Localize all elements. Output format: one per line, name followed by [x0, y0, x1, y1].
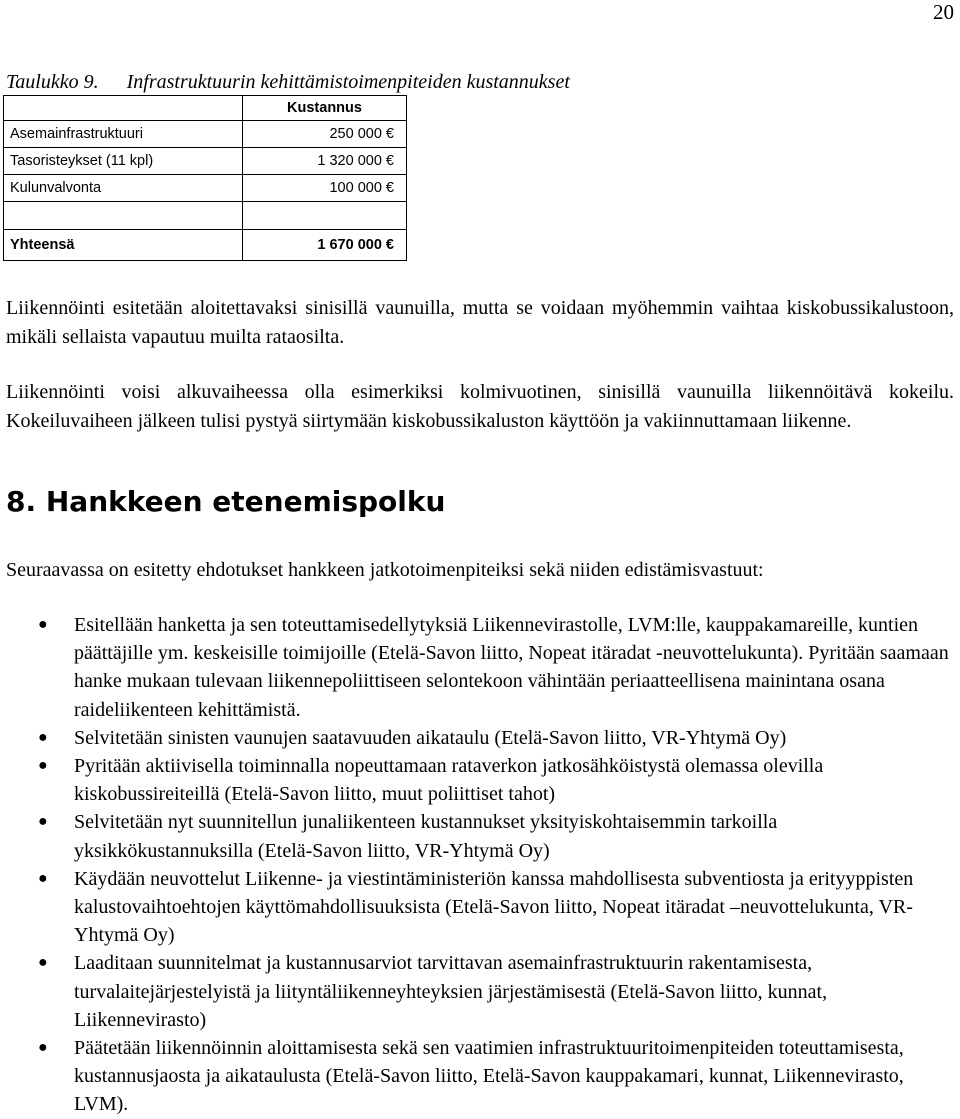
table-row	[4, 121, 407, 148]
row-label: Kulunvalvonta	[4, 175, 243, 202]
list-item	[0, 949, 954, 1034]
table-total-row	[4, 230, 407, 261]
row-label: Asemainfrastruktuuri	[4, 121, 243, 148]
list-item-text: Päätetään liikennöinnin aloittamisesta sekä sen vaatimien infrastruktuuritoimenpiteiden toteuttamisesta, kustannusjaosta ja aikataulusta (Etelä-Savon liitto, Etelä-Savon kauppakamari, kunnat, Liikennevirasto, LVM).	[74, 1037, 904, 1116]
list-item	[0, 865, 954, 950]
bullet-icon: ●	[38, 869, 48, 887]
section-intro: Seuraavassa on esitetty ehdotukset hankkeen jatkotoimenpiteiksi sekä niiden edistämisvastuut:	[6, 559, 764, 581]
table-caption-label: Taulukko 9.	[6, 71, 99, 93]
list-item-text: Laaditaan suunnitelmat ja kustannusarviot tarvittavan asemainfrastruktuurin rakentamisesta, turvalaitejärjestelyistä ja liityntäliikenneyhteyksien järjestämisestä (Etelä-Savon liitto, kunnat, Liikennevirasto)	[74, 952, 828, 1031]
list-item-text: Pyritään aktiivisella toiminnalla nopeuttamaan rataverkon jatkosähköistystä olemassa olevilla kiskobussireiteillä (Etelä-Savon liitto, muut poliittiset tahot)	[74, 755, 824, 806]
bullet-icon: ●	[38, 813, 48, 831]
table-row	[4, 148, 407, 175]
section-heading: 8. Hankkeen etenemispolku	[6, 485, 446, 518]
list-item-text: Käydään neuvottelut Liikenne- ja viestintäministeriön kanssa mahdollisesta subventiosta ja erityyppisten kalustovaihtoehtojen käyttömahdollisuuksista (Etelä-Savon liitto, Nopeat itäradat –neuvottelukunta, VR-Yhtymä Oy)	[74, 867, 914, 947]
table-caption-title: Infrastruktuurin kehittämistoimenpiteiden kustannukset	[126, 71, 570, 93]
table-caption	[6, 70, 570, 94]
bullet-icon: ●	[38, 757, 48, 775]
paragraph-trial-period: Liikennöinti voisi alkuvaiheessa olla esimerkiksi kolmivuotinen, sinisillä vaunuilla liikennöitävä kokeilu. Kokeiluvaiheen jälkeen tulisi pystyä siirtymään kiskobussikaluston käyttöön ja vakiinnuttamaan liikenne.	[6, 381, 954, 432]
row-value: 250 000 €	[243, 121, 407, 148]
bullet-icon: ●	[38, 954, 48, 972]
row-value: 100 000 €	[243, 175, 407, 202]
page-number: 20	[933, 0, 954, 24]
list-item	[0, 752, 954, 808]
table-empty-row	[4, 202, 407, 230]
list-item	[0, 808, 954, 864]
table-header-row	[4, 96, 407, 121]
list-item	[0, 1034, 954, 1119]
empty-cell	[243, 202, 407, 230]
empty-cell	[4, 202, 243, 230]
row-label: Tasoristeykset (11 kpl)	[4, 148, 243, 175]
cost-table	[3, 95, 407, 261]
list-item	[0, 724, 954, 752]
list-item-text: Selvitetään nyt suunnitellun junaliikenteen kustannukset yksityiskohtaisemmin tarkoilla yksikkökustannuksilla (Etelä-Savon liitto, VR-Yhtymä Oy)	[74, 811, 778, 862]
bullet-icon: ●	[38, 616, 48, 633]
total-label: Yhteensä	[4, 230, 243, 261]
list-item	[0, 611, 954, 724]
table-row	[4, 175, 407, 202]
paragraph-operation-start: Liikennöinti esitetään aloitettavaksi sinisillä vaunuilla, mutta se voidaan myöhemmin vaihtaa kiskobussikalustoon, mikäli sellaista vapautuu muilta rataosilta.	[6, 297, 954, 348]
bullet-icon: ●	[38, 1039, 48, 1057]
bullet-icon: ●	[38, 728, 48, 746]
total-value: 1 670 000 €	[243, 230, 407, 261]
row-value: 1 320 000 €	[243, 148, 407, 175]
action-list	[0, 611, 954, 1119]
list-item-text: Esitellään hanketta ja sen toteuttamisedellytyksiä Liikennevirastolle, LVM:lle, kauppakamareille, kuntien päättäjille ym. keskeisille toimijoille (Etelä-Savon liitto, Nopeat itäradat -neuvottelukunta). Pyritään saamaan hanke mukaan tulevaan liikennepoliittiseen selontekoon vähintään periaatteellisena mainintana osana raideliikenteen kehittämistä.	[74, 614, 949, 721]
table-header-cost: Kustannus	[243, 96, 407, 121]
table-header-empty-cell	[4, 96, 243, 121]
list-item-text: Selvitetään sinisten vaunujen saatavuuden aikataulu (Etelä-Savon liitto, VR-Yhtymä Oy)	[74, 726, 787, 749]
